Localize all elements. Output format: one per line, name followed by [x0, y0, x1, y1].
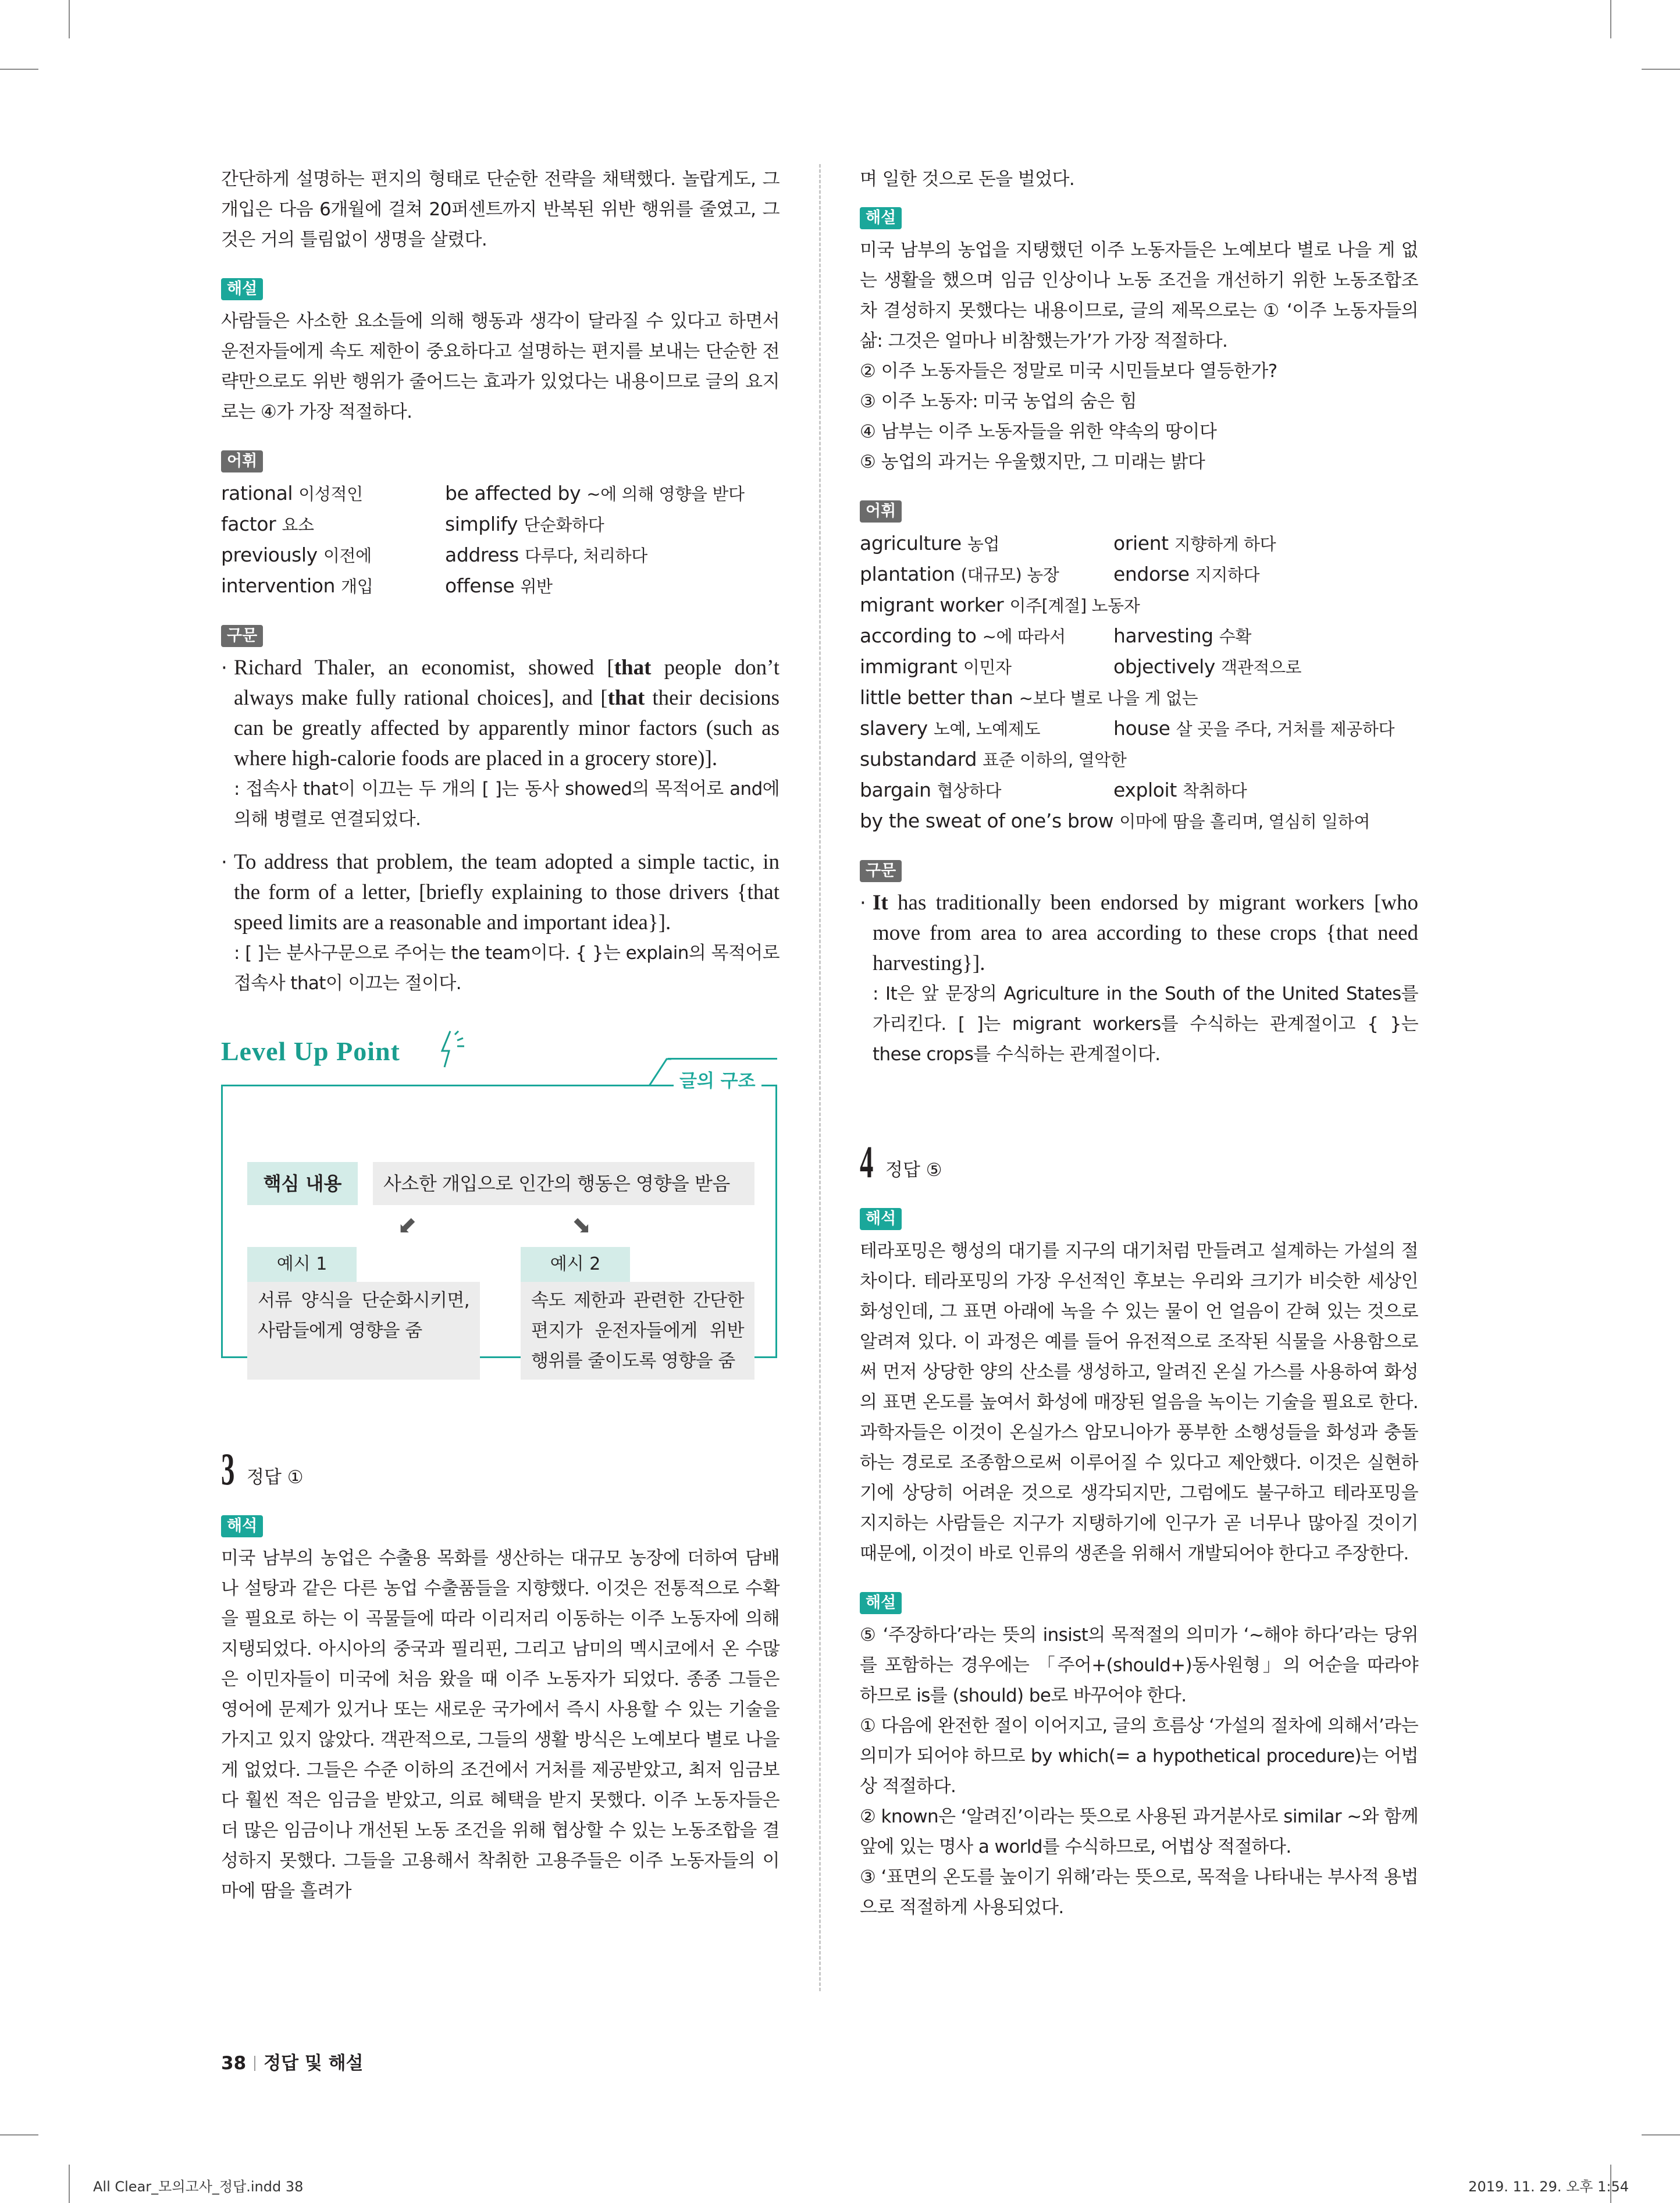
- question-number: 4: [860, 1136, 874, 1187]
- crop-mark: [69, 2165, 70, 2203]
- gumun-tag: 구문: [860, 860, 902, 882]
- vocab-row: previously 이전에 address 다루다, 처리하다: [221, 543, 647, 566]
- grammar-item: · To address that problem, the team adopted a simple tactic, in the form of a letter, [briefly explaining to those drivers {that speed limits are a reasonable and important idea}]. : [ ]는 분사구문으로 주어는 the team이다. { }는 explain의 목적어로 접속사 that이 이끄는 절이다.: [221, 847, 780, 999]
- haeseol-tag: 해설: [860, 207, 902, 229]
- example1-label: 예시 1: [247, 1247, 357, 1282]
- answer-header-3: [221, 1444, 780, 1494]
- level-up-title: Level Up Point: [221, 1036, 400, 1066]
- answer-label: 정답 ⑤: [885, 1160, 942, 1181]
- page-section-label: 정답 및 해설: [264, 2053, 364, 2074]
- vocab-tag: 어휘: [860, 500, 902, 523]
- haeseol-tag: 해설: [860, 1592, 902, 1614]
- vocab-list: [860, 528, 1418, 837]
- grammar-note: : 접속사 that이 이끄는 두 개의 [ ]는 동사 showed의 목적어로 and에 의해 병렬로 연결되었다.: [234, 779, 780, 830]
- gumun-tag: 구문: [221, 625, 263, 647]
- page-number: 38: [221, 2053, 247, 2074]
- left-column: [221, 164, 780, 1906]
- vocab-row: intervention 개입 offense 위반: [221, 574, 553, 597]
- grammar-sentence: To address that problem, the team adopted a simple tactic, in the form of a letter, [briefly explaining to those drivers {that speed limits are a reasonable and important idea}].: [234, 850, 780, 935]
- haeseok-text: 미국 남부의 농업은 수출용 목화를 생산하는 대규모 농장에 더하여 담배나 설탕과 같은 다른 농업 수출품들을 지향했다. 이것은 전통적으로 수확을 필요로 하는 이 곡물들에 따라 이리저리 이동하는 이주 노동자에 의해 지탱되었다. 아시아의 중국과 필리핀, 그리고 남미의 멕시코에서 온 수많은 이민자들이 미국에 처음 왔을 때 이주 노동자가 되었다. 종종 그들은 영어에 문제가 있거나 또는 새로운 국가에서 즉시 사용할 수 있는 기술을 가지고 있지 않았다. 객관적으로, 그들의 생활 방식은 노예보다 별로 나을 게 없었다. 그들은 수준 이하의 조건에서 거처를 제공받았고, 최저 임금보다 훨씬 적은 임금을 받았고, 의료 혜택을 받지 못했다. 이주 노동자들은 더 많은 임금이나 개선된 노동 조건을 위해 협상할 수 있는 노동조합을 결성하지 못했다. 그들을 고용해서 착취한 고용주들은 이주 노동자들의 이마에 땀을 흘려가: [221, 1548, 780, 1902]
- structure-label: 글의 구조: [674, 1066, 761, 1092]
- haeseol-item: ① 다음에 완전한 절이 이어지고, 글의 흐름상 ‘가설의 절차에 의해서’라는 의미가 되어야 하므로 by which(= a hypothetical procedure)는 어법상 적절하다.: [860, 1715, 1418, 1797]
- haeseol-item: ② known은 ‘알려진’이라는 뜻으로 사용된 과거분사로 similar ~와 함께 앞에 있는 명사 a world를 수식하므로, 어법상 적절하다.: [860, 1806, 1418, 1857]
- level-up-point: [221, 1033, 780, 1371]
- vocab-row: according to ~에 따라서 harvesting 수확: [860, 624, 1252, 647]
- haeseol-text: 사람들은 사소한 요소들에 의해 행동과 생각이 달라질 수 있다고 하면서 운전자들에게 속도 제한이 중요하다고 설명하는 편지를 보내는 단순한 전략만으로도 위반 행위가 줄어드는 효과가 있었다는 내용이므로 글의 요지로는 ④가 가장 적절하다.: [221, 311, 780, 422]
- grammar-note: : [ ]는 분사구문으로 주어는 the team이다. { }는 explain의 목적어로 접속사 that이 이끄는 절이다.: [234, 943, 780, 994]
- haeseok-tag: 해석: [221, 1515, 263, 1537]
- crop-mark: [1642, 69, 1680, 70]
- question-number: 3: [221, 1444, 235, 1494]
- translation-continued: 며 일한 것으로 돈을 벌었다.: [860, 169, 1075, 190]
- crop-mark: [1610, 0, 1611, 38]
- crop-mark: [1642, 2134, 1680, 2136]
- sparkle-icon: [437, 1029, 467, 1069]
- option-item: ③ 이주 노동자: 미국 농업의 숨은 힘: [860, 391, 1137, 412]
- vocab-row: plantation (대규모) 농장 endorse 지지하다: [860, 563, 1260, 585]
- vocab-list: [221, 478, 780, 602]
- page-footer: [221, 2048, 363, 2074]
- grammar-item: · It has traditionally been endorsed by migrant workers [who move from area to area according to these crops {that need harvesting}]. : It은 앞 문장의 Agriculture in the South of the United States를 가리킨다. [ ]는 migrant workers를 수식하는 관계절이고 { }는 these crops를 수식하는 관계절이다.: [860, 888, 1418, 1069]
- option-item: ④ 남부는 이주 노동자들을 위한 약속의 땅이다: [860, 421, 1217, 442]
- vocab-row: little better than ~보다 별로 나을 게 없는: [860, 686, 1198, 709]
- answer-label: 정답 ①: [247, 1467, 304, 1488]
- column-divider: [819, 164, 821, 1991]
- haeseol-text: 미국 남부의 농업을 지탱했던 이주 노동자들은 노예보다 별로 나을 게 없는 생활을 했으며 임금 인상이나 노동 조건을 개선하기 위한 노동조합조차 결성하지 못했다는 내용이므로, 글의 제목으로는 ① ‘이주 노동자들의 삶: 그것은 얼마나 비참했는가’가 가장 적절하다.: [860, 240, 1418, 351]
- arrow-down-left-icon: ⬋: [397, 1212, 417, 1239]
- answer-header-4: [860, 1136, 1418, 1187]
- option-item: ② 이주 노동자들은 정말로 미국 시민들보다 열등한가?: [860, 361, 1277, 382]
- vocab-row: immigrant 이민자 objectively 객관적으로: [860, 655, 1302, 678]
- haeseol-tag: 해설: [221, 278, 263, 300]
- crop-mark: [69, 0, 70, 38]
- haeseol-item: ⑤ ‘주장하다’라는 뜻의 insist의 목적절의 의미가 ‘~해야 하다’라는 당위를 포함하는 경우에는 「주어+(should+)동사원형」의 어순을 따라야 하므로 is를 (should) be로 바꾸어야 한다.: [860, 1625, 1418, 1706]
- grammar-sentence: It has traditionally been endorsed by migrant workers [who move from area to area according to these crops {that need harvesting}].: [873, 891, 1418, 975]
- print-slug-file: All Clear_모의고사_정답.indd 38: [93, 2179, 304, 2195]
- vocab-row: factor 요소 simplify 단순화하다: [221, 513, 604, 535]
- crop-mark: [0, 69, 38, 70]
- example2-label: 예시 2: [521, 1247, 630, 1282]
- core-label: 핵심 내용: [247, 1162, 358, 1205]
- structure-box: [221, 1085, 777, 1371]
- vocab-row: by the sweat of one’s brow 이마에 땀을 흘리며, 열심히 일하여: [860, 809, 1370, 832]
- example2-text: 속도 제한과 관련한 간단한 편지가 운전자들에게 위반 행위를 줄이도록 영향을 줌: [521, 1282, 754, 1380]
- crop-mark: [0, 2134, 38, 2136]
- print-slug-date: 2019. 11. 29. 오후 1:54: [1468, 2179, 1629, 2195]
- vocab-row: slavery 노예, 노예제도 house 살 곳을 주다, 거처를 제공하다: [860, 717, 1395, 740]
- vocab-tag: 어휘: [221, 450, 263, 472]
- right-column: [860, 164, 1418, 1923]
- tab-slant: [648, 1058, 671, 1087]
- option-item: ⑤ 농업의 과거는 우울했지만, 그 미래는 밝다: [860, 452, 1205, 472]
- vocab-row: substandard 표준 이하의, 열악한: [860, 748, 1127, 770]
- grammar-item: · Richard Thaler, an economist, showed [that people don’t always make fully rational choices], and [that their decisions can be greatly affected by apparently minor factors (such as where high-calorie foods are placed in a grocery store)]. : 접속사 that이 이끄는 두 개의 [ ]는 동사 showed의 목적어로 and에 의해 병렬로 연결되었다.: [221, 653, 780, 834]
- vocab-row: migrant worker 이주[계절] 노동자: [860, 594, 1140, 616]
- core-text: 사소한 개입으로 인간의 행동은 영향을 받음: [373, 1162, 754, 1205]
- vocab-row: rational 이성적인 be affected by ~에 의해 영향을 받다: [221, 482, 745, 504]
- example1-text: 서류 양식을 단순화시키면, 사람들에게 영향을 줌: [247, 1282, 480, 1380]
- haeseol-item: ③ ‘표면의 온도를 높이기 위해’라는 뜻으로, 목적을 나타내는 부사적 용법으로 적절하게 사용되었다.: [860, 1867, 1418, 1918]
- arrow-down-right-icon: ⬊: [572, 1212, 592, 1239]
- grammar-sentence: Richard Thaler, an economist, showed [that people don’t always make fully rational choices], and [that their decisions can be greatly affected by apparently minor factors (such as where high-calorie foods are placed in a grocery store)].: [234, 656, 780, 770]
- grammar-note: : It은 앞 문장의 Agriculture in the South of the United States를 가리킨다. [ ]는 migrant workers를 수식하는 관계절이고 { }는 these crops를 수식하는 관계절이다.: [873, 983, 1418, 1065]
- haeseok-text: 테라포밍은 행성의 대기를 지구의 대기처럼 만들려고 설계하는 가설의 절차이다. 테라포밍의 가장 우선적인 후보는 우리와 크기가 비슷한 세상인 화성인데, 그 표면 아래에 녹을 수 있는 물이 언 얼음이 갇혀 있는 것으로 알려져 있다. 이 과정은 예를 들어 유전적으로 조작된 식물을 사용함으로써 먼저 상당한 양의 산소를 생성하고, 알려진 온실 가스를 사용하여 화성의 표면 온도를 높여서 화성에 매장된 얼음을 녹이는 기술을 필요로 한다. 과학자들은 이것이 온실가스 암모니아가 풍부한 소행성들을 화성과 충돌하는 경로로 조종함으로써 이루어질 수 있다고 제안했다. 이것은 실현하기에 상당히 어려운 것으로 생각되지만, 그럼에도 불구하고 테라포밍을 지지하는 사람들은 지구가 지탱하기에 인구가 곧 너무나 많아질 것이기 때문에, 이것이 바로 인류의 생존을 위해서 개발되어야 한다고 주장한다.: [860, 1241, 1418, 1564]
- translation-continued: 간단하게 설명하는 편지의 형태로 단순한 전략을 채택했다. 놀랍게도, 그 개입은 다음 6개월에 걸쳐 20퍼센트까지 반복된 위반 행위를 줄였고, 그것은 거의 틀림없이 생명을 살렸다.: [221, 169, 780, 250]
- vocab-row: agriculture 농업 orient 지향하게 하다: [860, 532, 1276, 555]
- haeseok-tag: 해석: [860, 1208, 902, 1230]
- vocab-row: bargain 협상하다 exploit 착취하다: [860, 779, 1247, 801]
